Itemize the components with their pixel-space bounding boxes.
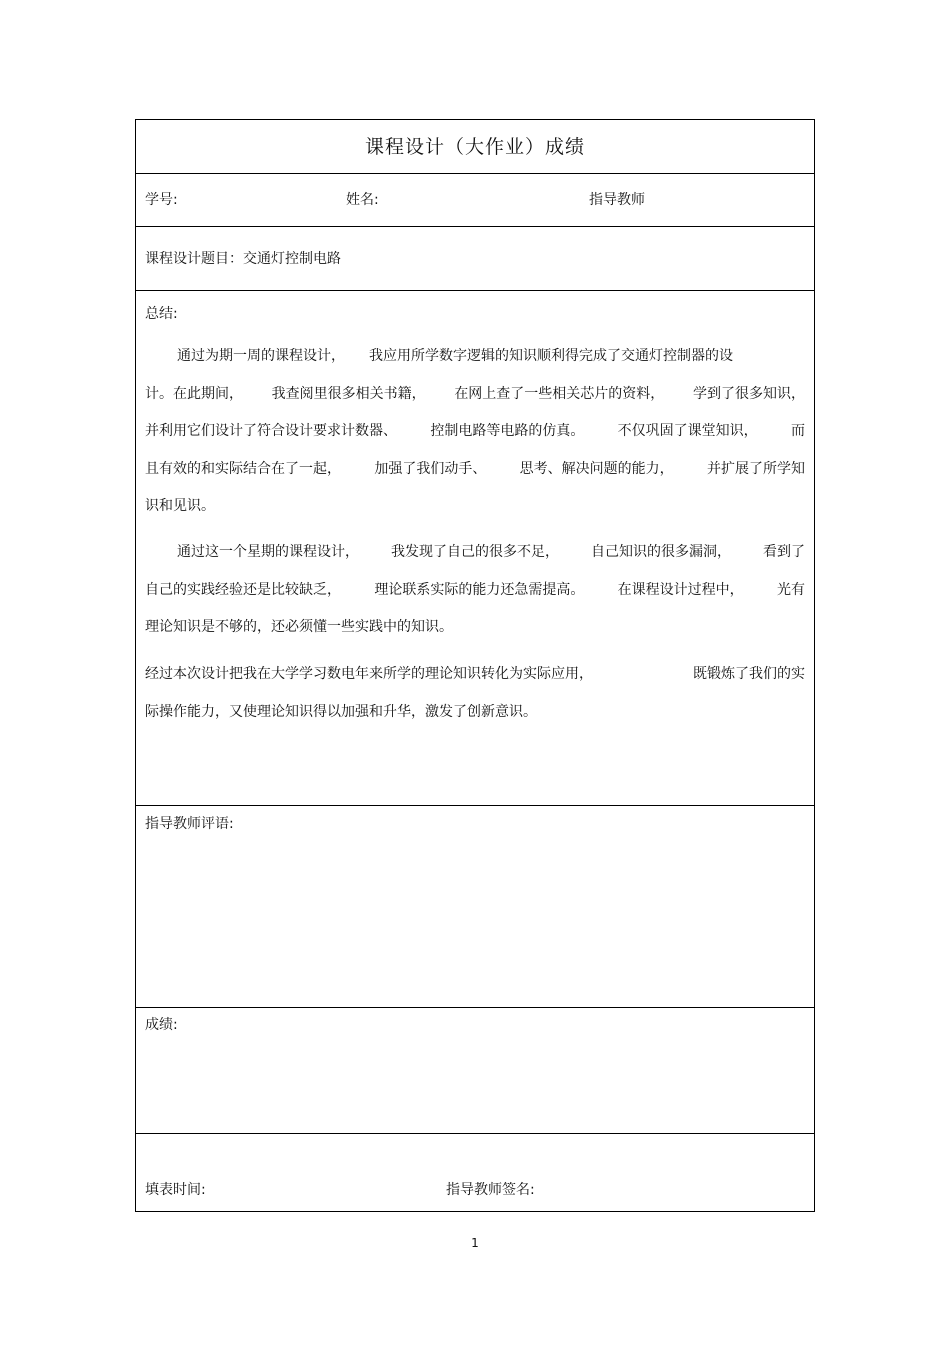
text-segment: 经过本次设计把我在大学学习数电年来所学的理论知识转化为实际应用， bbox=[145, 666, 593, 682]
page-number: 1 bbox=[471, 1236, 479, 1250]
instructor-comment-label: 指导教师评语: bbox=[145, 816, 234, 832]
text-segment: 既锻炼了我们的实 bbox=[693, 666, 805, 682]
name-label: 姓名: bbox=[346, 192, 379, 208]
text-segment: 并扩展了所学知 bbox=[706, 460, 805, 477]
text-segment: 在网上查了一些相关芯片的资料， bbox=[454, 385, 665, 402]
text-segment: 控制电路等电路的仿真。 bbox=[430, 423, 585, 439]
title-row bbox=[136, 120, 814, 174]
footer-section bbox=[136, 1134, 814, 1213]
student-id-label: 学号: bbox=[145, 192, 178, 208]
text-segment: 我查阅里很多相关书籍， bbox=[271, 385, 426, 402]
grade-form-table bbox=[135, 119, 815, 1212]
text-segment: 在课程设计过程中， bbox=[617, 581, 744, 598]
paragraph-line bbox=[145, 451, 805, 489]
summary-section bbox=[136, 291, 814, 806]
text-segment: 理论联系实际的能力还急需提高。 bbox=[374, 581, 585, 598]
text-segment: 计。在此期间， bbox=[145, 385, 243, 402]
text-segment: 理论知识是不够的，还必须懂一些实践中的知识。 bbox=[145, 619, 453, 635]
paragraph-line bbox=[145, 413, 805, 451]
text-segment: 不仅巩固了课堂知识， bbox=[617, 423, 758, 439]
text-segment: 自己知识的很多漏洞， bbox=[591, 544, 731, 560]
text-segment: 我发现了自己的很多不足， bbox=[391, 544, 559, 560]
paragraph-line bbox=[145, 609, 805, 647]
instructor-signature-label: 指导教师签名: bbox=[446, 1182, 535, 1198]
form-title: 课程设计（大作业）成绩 bbox=[364, 136, 585, 158]
summary-paragraph-1 bbox=[145, 338, 805, 526]
text-segment: 并利用它们设计了符合设计要求计数器、 bbox=[145, 423, 397, 439]
text-segment: 自己的实践经验还是比较缺乏， bbox=[145, 581, 341, 598]
paragraph-line bbox=[145, 694, 805, 732]
text-segment: 且有效的和实际结合在了一起， bbox=[145, 460, 341, 477]
text-segment: 看到了 bbox=[763, 544, 805, 560]
paragraph-line bbox=[145, 572, 805, 610]
text-segment: 我应用所学数字逻辑的知识顺利得完成了交通灯控制器的设 bbox=[369, 348, 733, 364]
text-segment: 思考、解决问题的能力， bbox=[519, 460, 674, 477]
summary-paragraph-2 bbox=[145, 534, 805, 647]
paragraph-line bbox=[145, 488, 805, 526]
grade-section bbox=[136, 1008, 814, 1134]
text-segment: 通过这一个星期的课程设计， bbox=[177, 544, 359, 560]
text-segment: 通过为期一周的课程设计， bbox=[177, 348, 345, 364]
summary-label: 总结: bbox=[145, 306, 178, 322]
topic-row bbox=[136, 227, 814, 291]
paragraph-line bbox=[145, 338, 805, 376]
text-segment: 际操作能力，又使理论知识得以加强和升华，激发了创新意识。 bbox=[145, 703, 537, 720]
text-segment: 而 bbox=[790, 423, 805, 439]
summary-paragraph-3 bbox=[145, 656, 805, 731]
instructor-label: 指导教师 bbox=[589, 192, 645, 208]
instructor-comment-section bbox=[136, 806, 814, 1008]
info-row bbox=[136, 174, 814, 227]
grade-label: 成绩: bbox=[145, 1017, 178, 1033]
text-segment: 光有 bbox=[776, 581, 805, 598]
text-segment: 加强了我们动手、 bbox=[374, 460, 487, 477]
paragraph-line bbox=[145, 534, 805, 572]
text-segment: 学到了很多知识， bbox=[692, 385, 805, 402]
paragraph-line bbox=[145, 656, 805, 694]
text-segment: 识和见识。 bbox=[145, 498, 215, 514]
fill-date-label: 填表时间: bbox=[145, 1182, 206, 1198]
paragraph-line bbox=[145, 376, 805, 414]
course-topic: 课程设计题目：交通灯控制电路 bbox=[145, 251, 341, 267]
